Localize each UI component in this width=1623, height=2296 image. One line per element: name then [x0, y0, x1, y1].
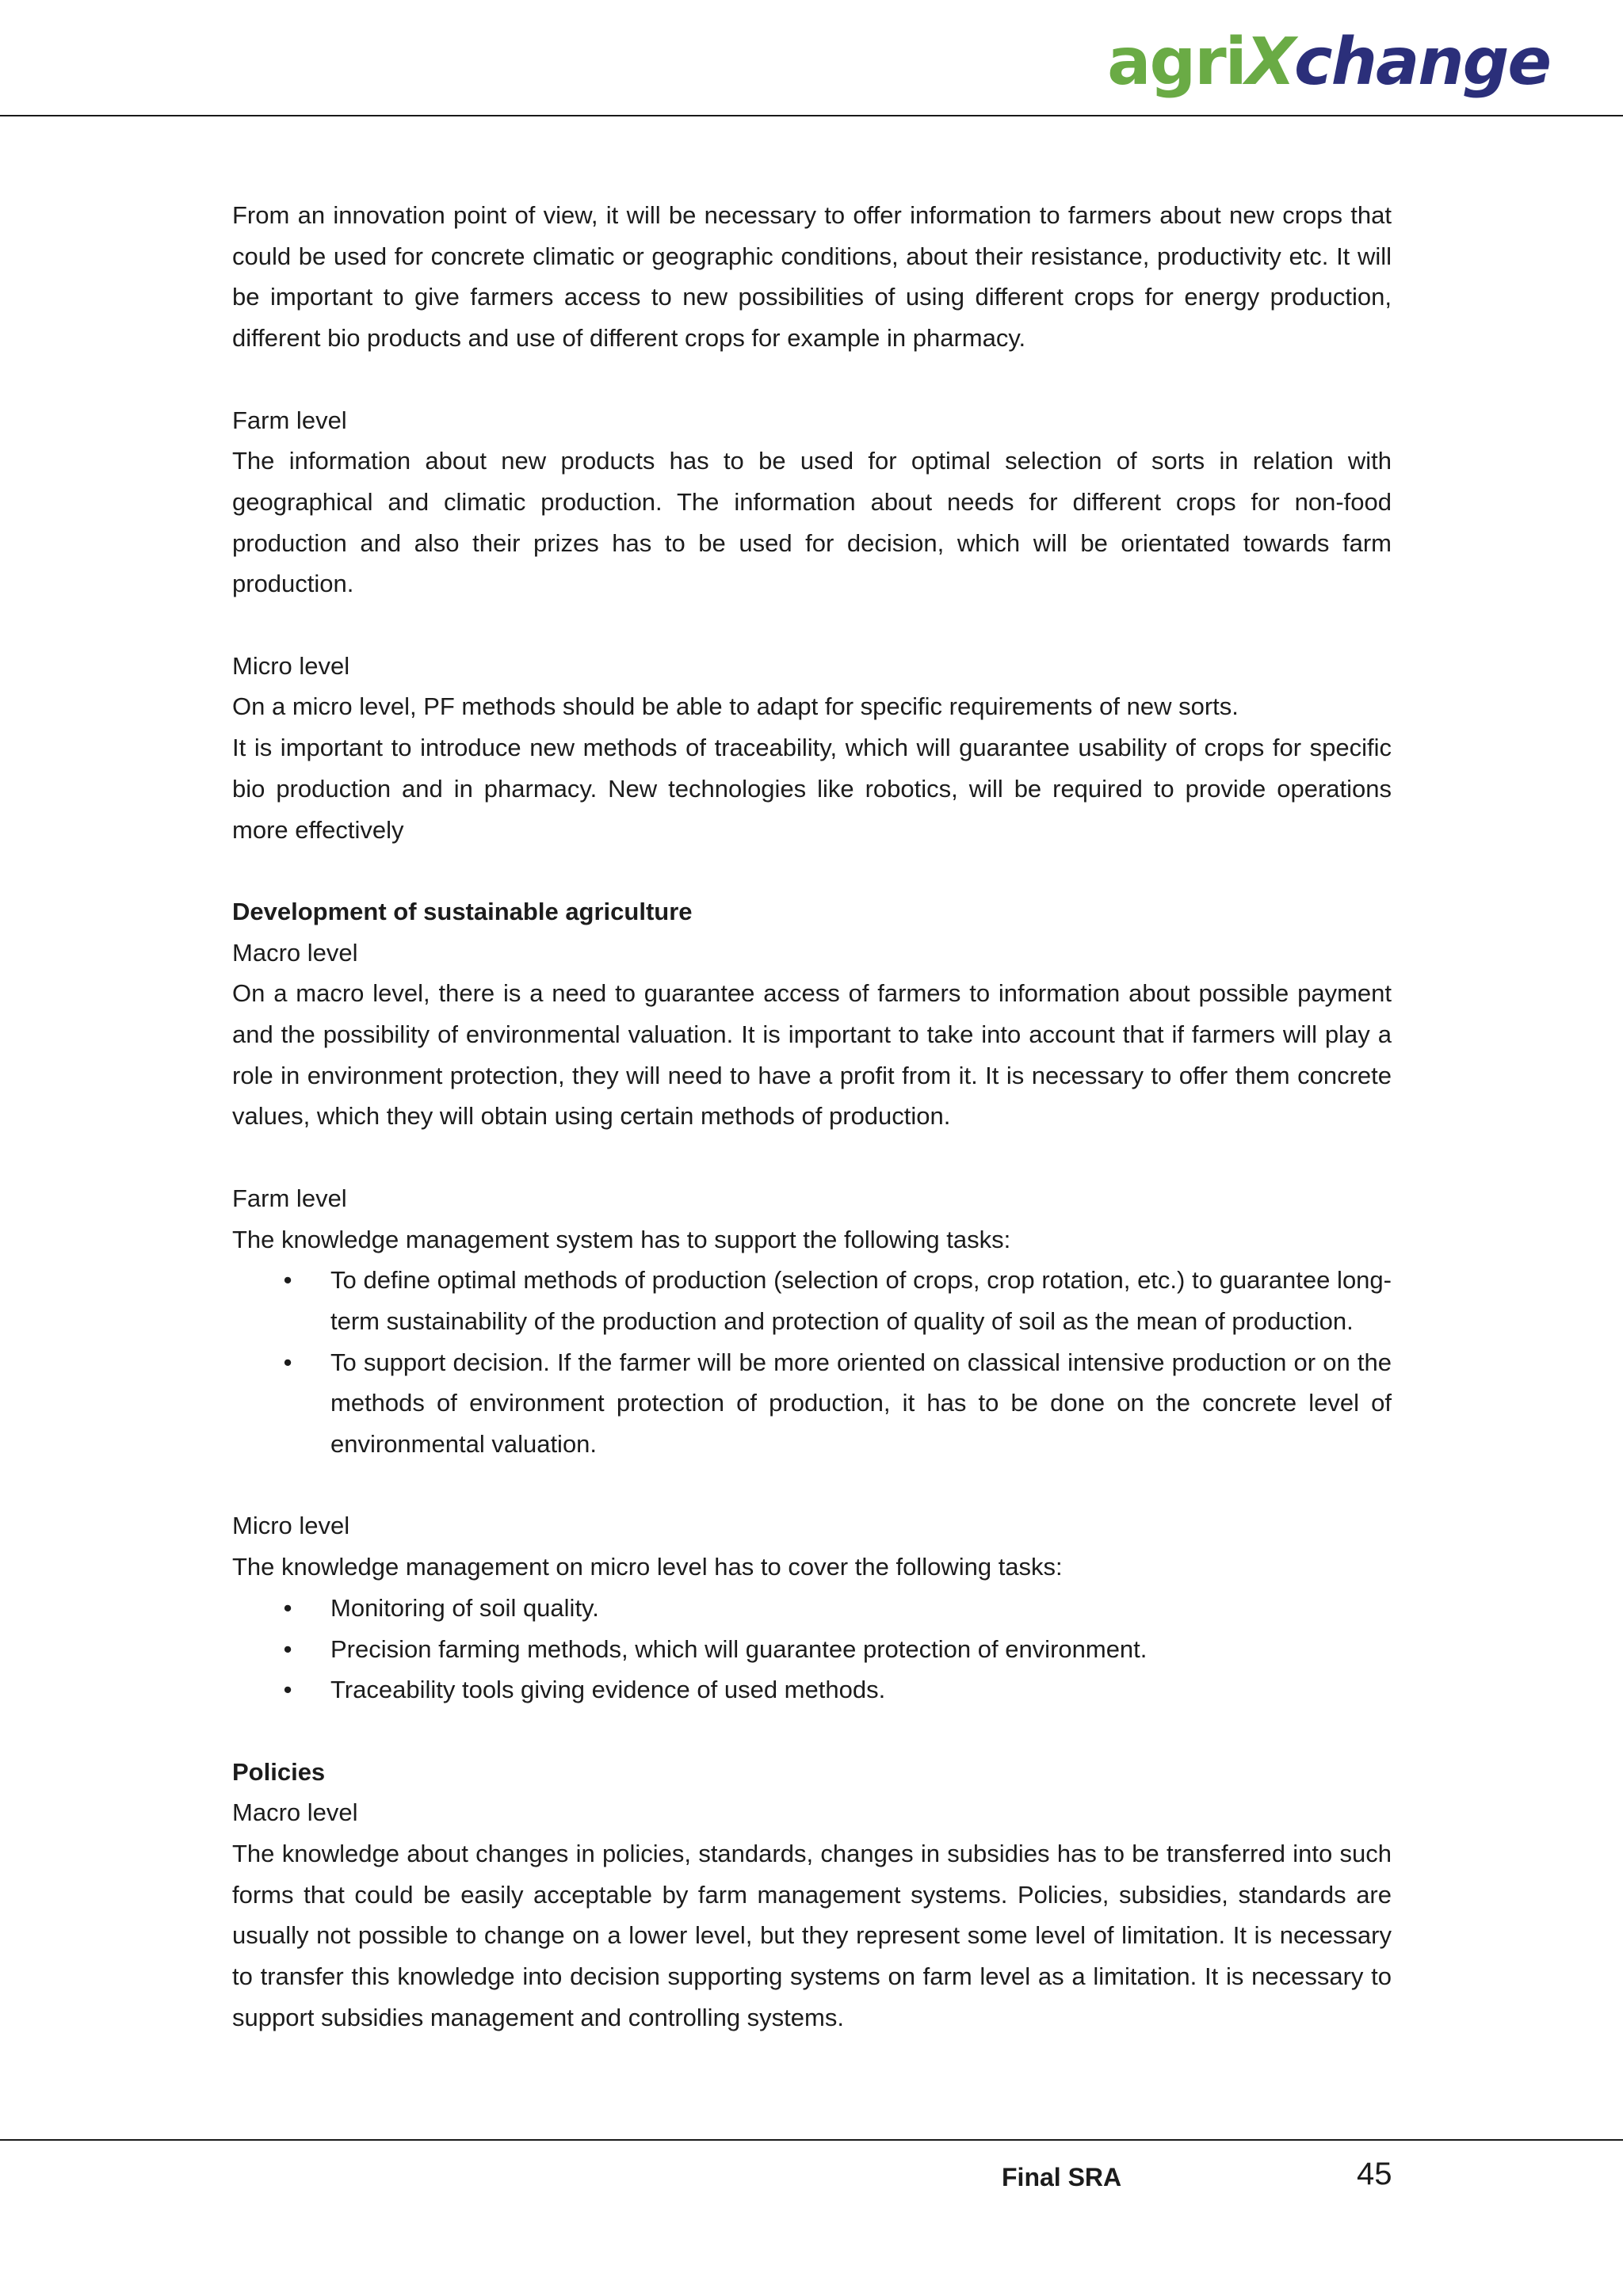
list-item-text: Traceability tools giving evidence of used methods. [330, 1676, 886, 1704]
footer-divider [0, 2139, 1623, 2141]
agrixchange-logo [1107, 25, 1550, 100]
list-item [232, 1669, 1392, 1711]
bullet-icon: • [283, 1676, 292, 1704]
list-item [232, 1342, 1392, 1465]
logo-part-x: X [1245, 25, 1294, 100]
micro-level-intro: The knowledge management on micro level has to cover the following tasks: [232, 1553, 1063, 1581]
micro-level-paragraph: It is important to introduce new methods of traceability, which will guarantee usability of crops for specific bio production and in pharmacy. New technologies like robotics, will be required to provide operations more effectively [232, 734, 1392, 844]
footer-label: Final SRA [1002, 2163, 1122, 2191]
spacer [232, 605, 1392, 646]
bullet-icon: • [283, 1348, 292, 1376]
bullet-icon: • [283, 1634, 292, 1663]
spacer [232, 1711, 1392, 1752]
bullet-icon: • [283, 1266, 292, 1295]
document-body [232, 195, 1392, 2039]
micro-level-paragraph: On a micro level, PF methods should be able to adapt for specific requirements of new sorts. [232, 692, 1239, 721]
logo-part-agri: agri [1107, 25, 1246, 100]
section-title: Development of sustainable agriculture [232, 897, 693, 925]
list-item [232, 1629, 1392, 1670]
page-number: 45 [1357, 2157, 1392, 2191]
macro-level-paragraph: On a macro level, there is a need to guarantee access of farmers to information about possible payment and the possibility of environmental valuation. It is important to take into account that if farmers will play a role in environment protection, they will need to have a profit from it. It is necessary to offer them concrete values, which they will obtain using certain methods of production. [232, 979, 1392, 1131]
list-item [232, 1588, 1392, 1629]
spacer [232, 1465, 1392, 1506]
macro-level-heading: Macro level [232, 938, 358, 967]
farm-level-heading: Farm level [232, 1184, 347, 1212]
spacer [232, 359, 1392, 400]
micro-level-heading: Micro level [232, 1512, 350, 1540]
bullet-list [232, 1260, 1392, 1465]
spacer [232, 850, 1392, 891]
farm-level-intro: The knowledge management system has to support the following tasks: [232, 1225, 1011, 1253]
logo-part-change: change [1293, 25, 1550, 100]
intro-paragraph: From an innovation point of view, it will be necessary to offer information to farmers about new crops that could be used for concrete climatic or geographic conditions, about their resistance, productivity etc. It will be important to give farmers access to new possibilities of using different crops for energy production, different bio products and use of different crops for example in pharmacy. [232, 201, 1392, 353]
farm-level-paragraph: The information about new products has to be used for optimal selection of sorts in relation with geographical and climatic production. The information about needs for different crops for non-food production and also their prizes has to be used for decision, which will be orientated towards farm production. [232, 447, 1392, 598]
bullet-list [232, 1588, 1392, 1711]
macro-level-paragraph: The knowledge about changes in policies, standards, changes in subsidies has to be transferred into such forms that could be easily acceptable by farm management systems. Policies, subsidies, standards are usually not possible to change on a lower level, but they represent some level of limitation. It is necessary to transfer this knowledge into decision supporting systems on farm level as a limitation. It is necessary to support subsidies management and controlling systems. [232, 1840, 1392, 2031]
list-item-text: To define optimal methods of production (selection of crops, crop rotation, etc.) to guarantee long-term sustainability of the production and protection of quality of soil as the mean of production. [330, 1266, 1392, 1335]
list-item [232, 1260, 1392, 1341]
macro-level-heading: Macro level [232, 1798, 358, 1827]
section-title: Policies [232, 1757, 326, 1786]
list-item-text: To support decision. If the farmer will be more oriented on classical intensive production or on the methods of environment protection of production, it has to be done on the concrete level of environmental valuation. [330, 1348, 1392, 1459]
list-item-text: Monitoring of soil quality. [330, 1593, 599, 1622]
bullet-icon: • [283, 1593, 292, 1622]
farm-level-heading: Farm level [232, 406, 347, 434]
micro-level-heading: Micro level [232, 651, 350, 680]
list-item-text: Precision farming methods, which will guarantee protection of environment. [330, 1634, 1148, 1663]
header-divider [0, 115, 1623, 116]
spacer [232, 1137, 1392, 1178]
